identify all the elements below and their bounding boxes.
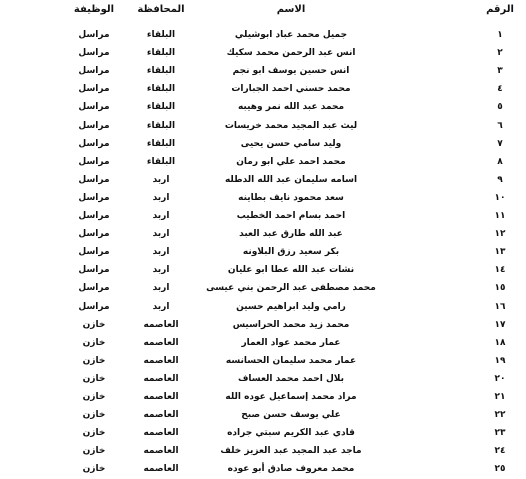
table-row <box>0 441 526 461</box>
row-name: مراد محمد إسماعيل عوده الله <box>225 392 357 402</box>
row-job: مراسل <box>78 30 110 40</box>
row-governorate: اربد <box>152 211 170 221</box>
row-job: مراسل <box>78 48 110 59</box>
row-number: ١٠ <box>494 192 506 203</box>
table-row <box>0 97 526 117</box>
row-name: محمد حسني احمد الجبارات <box>231 84 351 95</box>
table-row <box>0 423 526 443</box>
table-row <box>0 333 526 353</box>
row-number: ١ <box>497 30 503 40</box>
row-name: عمار محمد عواد العمار <box>241 337 341 348</box>
row-number: ١٩ <box>494 355 506 366</box>
table-row <box>0 206 526 226</box>
row-name: ماجد عبد المجيد عبد العزيز خلف <box>220 446 362 457</box>
row-governorate: اربد <box>152 301 170 312</box>
row-job: خازن <box>82 337 106 348</box>
row-number: ٣ <box>497 66 503 77</box>
table-row <box>0 61 526 81</box>
row-job: مراسل <box>78 283 110 294</box>
row-name: انس عبد الرحمن محمد سكيك <box>226 48 356 59</box>
header-number: الرقم <box>486 4 514 15</box>
row-name: احمد بسام احمد الخطيب <box>236 211 346 221</box>
header-name: الاسم <box>276 4 306 15</box>
row-name: محمد احمد علي ابو رمان <box>236 156 346 167</box>
row-number: ١٨ <box>494 337 506 348</box>
row-governorate: العاصمه <box>143 373 179 384</box>
table-row <box>0 188 526 208</box>
row-number: ٢ <box>497 48 503 59</box>
table-row <box>0 278 526 298</box>
row-number: ١٣ <box>494 247 506 258</box>
row-name: سعد محمود نايف بطاينه <box>238 192 344 203</box>
table-header <box>0 0 526 20</box>
row-governorate: اربد <box>152 265 170 276</box>
table-row <box>0 315 526 335</box>
row-job: خازن <box>82 410 106 421</box>
table-row <box>0 224 526 244</box>
row-name: بكر سعيد رزق البلاونه <box>242 247 340 258</box>
row-job: مراسل <box>78 102 110 113</box>
row-job: خازن <box>82 355 106 366</box>
row-number: ٤ <box>497 84 503 95</box>
row-number: ٨ <box>497 156 503 167</box>
row-governorate: العاصمه <box>143 410 179 421</box>
row-job: مراسل <box>78 84 110 95</box>
table-row <box>0 134 526 154</box>
table-row <box>0 242 526 262</box>
table-row <box>0 459 526 479</box>
row-governorate: اربد <box>152 192 170 203</box>
row-governorate: العاصمه <box>143 392 179 402</box>
row-governorate: البلقاء <box>146 138 176 149</box>
row-number: ٢٥ <box>494 464 506 475</box>
row-job: مراسل <box>78 156 110 167</box>
row-name: بلال احمد محمد العساف <box>237 373 345 384</box>
row-name: انس حسين يوسف ابو نجم <box>232 66 350 77</box>
row-name: محمد عبد الله نمر وهيبه <box>237 102 345 113</box>
row-governorate: اربد <box>152 229 170 240</box>
row-number: ٧ <box>497 138 503 149</box>
row-name: اسامه سليمان عبد الله الدطله <box>224 174 358 185</box>
row-number: ٢٣ <box>494 428 506 439</box>
row-number: ١١ <box>494 211 506 221</box>
row-number: ٥ <box>497 102 503 113</box>
row-governorate: البلقاء <box>146 66 176 77</box>
table-row <box>0 369 526 389</box>
row-number: ٢٤ <box>494 446 506 457</box>
header-governorate: المحافظة <box>137 4 185 15</box>
table-row <box>0 116 526 136</box>
table-row <box>0 152 526 172</box>
table-row <box>0 405 526 425</box>
header-job: الوظيفة <box>73 4 115 15</box>
row-governorate: اربد <box>152 174 170 185</box>
row-number: ١٧ <box>494 319 506 330</box>
table-row <box>0 43 526 63</box>
row-name: نشات عبد الله عطا ابو عليان <box>227 265 355 276</box>
row-governorate: البلقاء <box>146 84 176 95</box>
row-name: علي يوسف حسن صبح <box>241 410 341 421</box>
row-job: خازن <box>82 446 106 457</box>
row-job: خازن <box>82 319 106 330</box>
row-job: مراسل <box>78 229 110 240</box>
row-name: رامي وليد ابراهيم حسين <box>236 301 346 312</box>
row-number: ١٤ <box>494 265 506 276</box>
table-row <box>0 170 526 190</box>
row-job: مراسل <box>78 265 110 276</box>
row-job: مراسل <box>78 192 110 203</box>
row-job: مراسل <box>78 174 110 185</box>
table-row <box>0 351 526 371</box>
row-number: ١٦ <box>494 301 506 312</box>
row-number: ١٥ <box>494 283 506 294</box>
row-job: خازن <box>82 373 106 384</box>
row-number: ٦ <box>497 120 503 131</box>
row-governorate: العاصمه <box>143 319 179 330</box>
row-governorate: اربد <box>152 283 170 294</box>
table-row <box>0 25 526 45</box>
row-name: محمد معروف صادق أبو عوده <box>227 464 355 475</box>
row-number: ١٢ <box>494 229 506 240</box>
row-number: ٢١ <box>494 392 506 402</box>
row-name: وليد سامي حسن يحيى <box>240 138 342 149</box>
row-name: جميل محمد عباد ابوشيلي <box>234 30 348 40</box>
row-number: ٢٢ <box>494 410 506 421</box>
row-job: خازن <box>82 428 106 439</box>
row-governorate: العاصمه <box>143 428 179 439</box>
row-name: عمار محمد سليمان الحسانسه <box>225 355 357 366</box>
row-governorate: اربد <box>152 247 170 258</box>
table-row <box>0 79 526 99</box>
table-row <box>0 387 526 407</box>
row-governorate: العاصمه <box>143 446 179 457</box>
table-row <box>0 260 526 280</box>
row-name: عبد الله طارق عبد العبد <box>239 229 343 240</box>
row-governorate: البلقاء <box>146 120 176 131</box>
row-name: محمد مصطفى عبد الرحمن بني عيسى <box>206 283 376 294</box>
row-governorate: البلقاء <box>146 30 176 40</box>
row-job: خازن <box>82 392 106 402</box>
row-name: محمد زيد محمد الحراسيس <box>232 319 350 330</box>
row-job: مراسل <box>78 247 110 258</box>
row-governorate: البلقاء <box>146 48 176 59</box>
row-number: ٢٠ <box>494 373 506 384</box>
row-job: مراسل <box>78 66 110 77</box>
row-job: خازن <box>82 464 106 475</box>
table-row <box>0 297 526 317</box>
row-number: ٩ <box>497 174 503 185</box>
row-governorate: العاصمه <box>143 337 179 348</box>
row-job: مراسل <box>78 301 110 312</box>
row-governorate: العاصمه <box>143 464 179 475</box>
row-job: مراسل <box>78 211 110 221</box>
row-name: قادي عبد الكريم سبتي جراده <box>227 428 355 439</box>
row-governorate: البلقاء <box>146 102 176 113</box>
row-job: مراسل <box>78 120 110 131</box>
row-governorate: العاصمه <box>143 355 179 366</box>
row-governorate: البلقاء <box>146 156 176 167</box>
row-name: ليث عبد المجيد محمد خريسات <box>224 120 358 131</box>
row-job: مراسل <box>78 138 110 149</box>
